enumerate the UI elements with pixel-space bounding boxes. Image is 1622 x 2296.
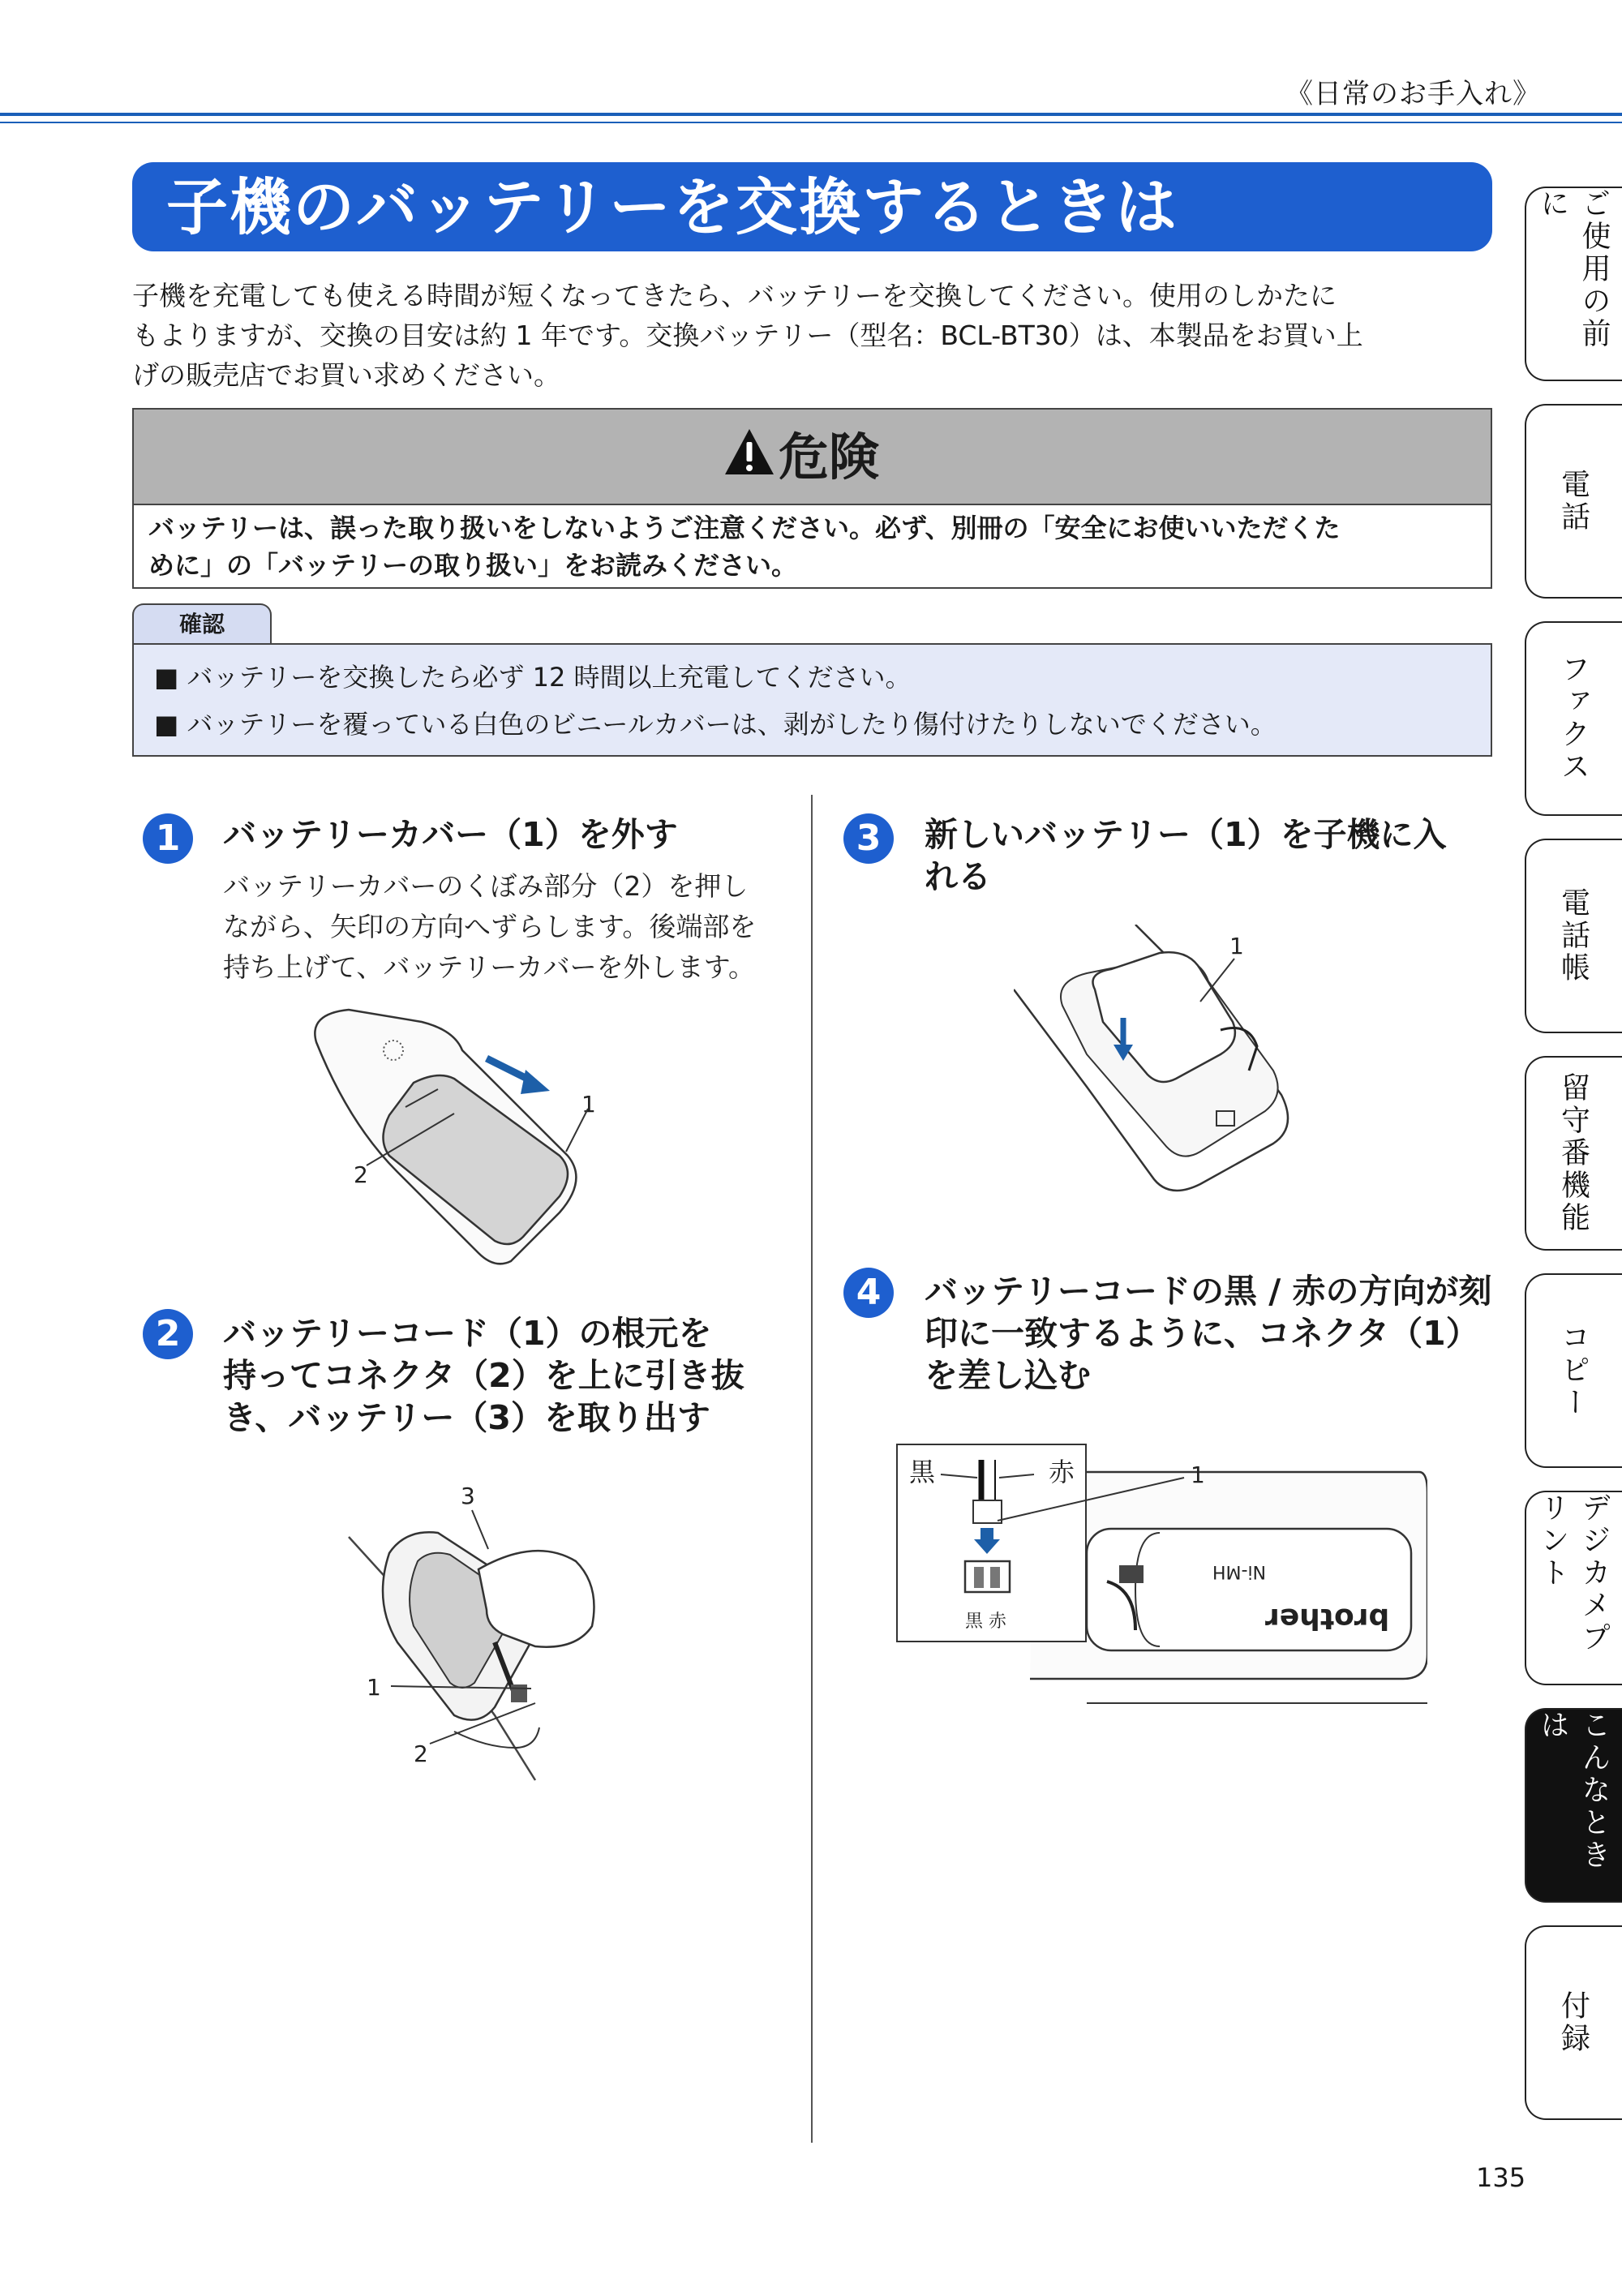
step-1-number: 1 [143, 813, 193, 864]
intro-line: げの販売店でお買い求めください。 [132, 359, 560, 391]
step-1-title: バッテリーカバー（1）を外す [223, 815, 678, 854]
section-label: 《日常のお手入れ》 [1285, 78, 1541, 110]
page-number: 135 [1476, 2162, 1526, 2193]
side-tab-appendix[interactable] [1525, 1925, 1622, 2120]
polarity-mark: 黒 赤 [965, 1611, 1006, 1632]
step-3-callout: 1 [1229, 933, 1244, 959]
step-4-leader-line [993, 1476, 1188, 1525]
step-3-title-line: 新しいバッテリー（1）を子機に入 [925, 815, 1447, 854]
battery-brand: brother [1265, 1602, 1390, 1635]
side-tab-label: 電話 [1556, 469, 1590, 534]
intro-line: 子機を充電しても使える時間が短くなってきたら、バッテリーを交換してください。使用のしかたに [132, 280, 1337, 311]
intro-paragraph [132, 276, 1495, 395]
confirm-item: ■ バッテリーを交換したら必ず 12 時間以上充電してください。 [154, 662, 912, 693]
battery-type: Ni-MH [1212, 1561, 1267, 1581]
step-2-callout: 2 [414, 1740, 428, 1767]
step-3-illustration [1014, 925, 1298, 1200]
step-4-callout: 1 [1191, 1461, 1205, 1488]
side-tab-phonebook[interactable] [1525, 839, 1622, 1033]
column-divider [811, 795, 813, 2143]
step-2-callout: 3 [461, 1483, 475, 1509]
side-tab-photo-print[interactable] [1525, 1491, 1622, 1685]
step-4-title-line: 印に一致するように、コネクタ（1） [925, 1314, 1479, 1353]
side-tab-label: 留守番機能 [1556, 1072, 1590, 1234]
side-tab-label: ご使用の前に [1536, 188, 1611, 350]
side-tab-troubleshooting[interactable] [1525, 1708, 1622, 1903]
step-1-callout: 1 [581, 1091, 596, 1118]
step-2-title-line: バッテリーコード（1）の根元を [223, 1314, 712, 1353]
step-4-title-line: バッテリーコードの黒 / 赤の方向が刻 [925, 1272, 1492, 1311]
danger-label: 危険 [779, 427, 880, 487]
side-tab-answering[interactable] [1525, 1056, 1622, 1251]
confirm-label: 確認 [178, 611, 225, 637]
side-tab-label: 付録 [1556, 1990, 1590, 2055]
step-3-title [925, 813, 1447, 898]
step-1-body-line: 持ち上げて、バッテリーカバーを外します。 [223, 951, 756, 983]
red-label: 赤 [1049, 1457, 1075, 1487]
step-4-title [925, 1270, 1492, 1397]
danger-line: めに」の「バッテリーの取り扱い」をお読みください。 [148, 550, 798, 581]
step-4-title-line: を差し込む [925, 1356, 1091, 1395]
step-1-body-line: ながら、矢印の方向へずらします。後端部を [223, 911, 757, 942]
step-2-number: 2 [143, 1309, 193, 1359]
step-1-leader-lines [357, 1107, 600, 1172]
danger-text [148, 509, 1478, 584]
step-1-body-line: バッテリーカバーのくぼみ部分（2）を押し [223, 870, 749, 902]
step-2-title-line: 持ってコネクタ（2）を上に引き抜 [223, 1356, 744, 1395]
danger-line: バッテリーは、誤った取り扱いをしないようご注意ください。必ず、別冊の「安全にお使いいただくた [148, 513, 1341, 543]
side-tab-label: ファクス [1556, 654, 1590, 783]
step-2-callout: 1 [367, 1674, 381, 1701]
warning-icon [723, 427, 775, 476]
side-tab-fax[interactable] [1525, 621, 1622, 816]
step-3-title-line: れる [925, 857, 991, 896]
black-label: 黒 [909, 1457, 936, 1487]
side-tab-getting-started[interactable] [1525, 187, 1622, 381]
page-title: 子機のバッテリーを交換するときは [166, 171, 1178, 243]
confirm-item: ■ バッテリーを覆っている白色のビニールカバーは、剥がしたり傷付けたりしないでください。 [154, 709, 1277, 740]
step-3-leader-line [1192, 957, 1241, 1006]
intro-line: もよりますが、交換の目安は約 1 年です。交換バッテリー（型名：BCL-BT30）は、本製品をお買い上 [132, 320, 1363, 351]
header-rule-top [0, 113, 1622, 116]
side-tab-label: 電話帳 [1556, 887, 1590, 985]
side-tab-copy[interactable] [1525, 1273, 1622, 1468]
side-tab-telephone[interactable] [1525, 404, 1622, 599]
side-tab-label: コピー [1556, 1322, 1590, 1419]
step-4-number: 4 [843, 1268, 894, 1318]
side-tab-label: こんなときは [1536, 1710, 1611, 1872]
step-1-callout: 2 [354, 1161, 368, 1188]
step-2-leader-lines [381, 1508, 543, 1752]
header-rule-bottom [0, 122, 1622, 123]
step-2-title [223, 1312, 744, 1439]
step-2-title-line: き、バッテリー（3）を取り出す [223, 1398, 710, 1437]
step-1-body [223, 866, 799, 988]
step-3-number: 3 [843, 813, 894, 864]
side-tab-label: デジカメプリント [1536, 1492, 1611, 1654]
